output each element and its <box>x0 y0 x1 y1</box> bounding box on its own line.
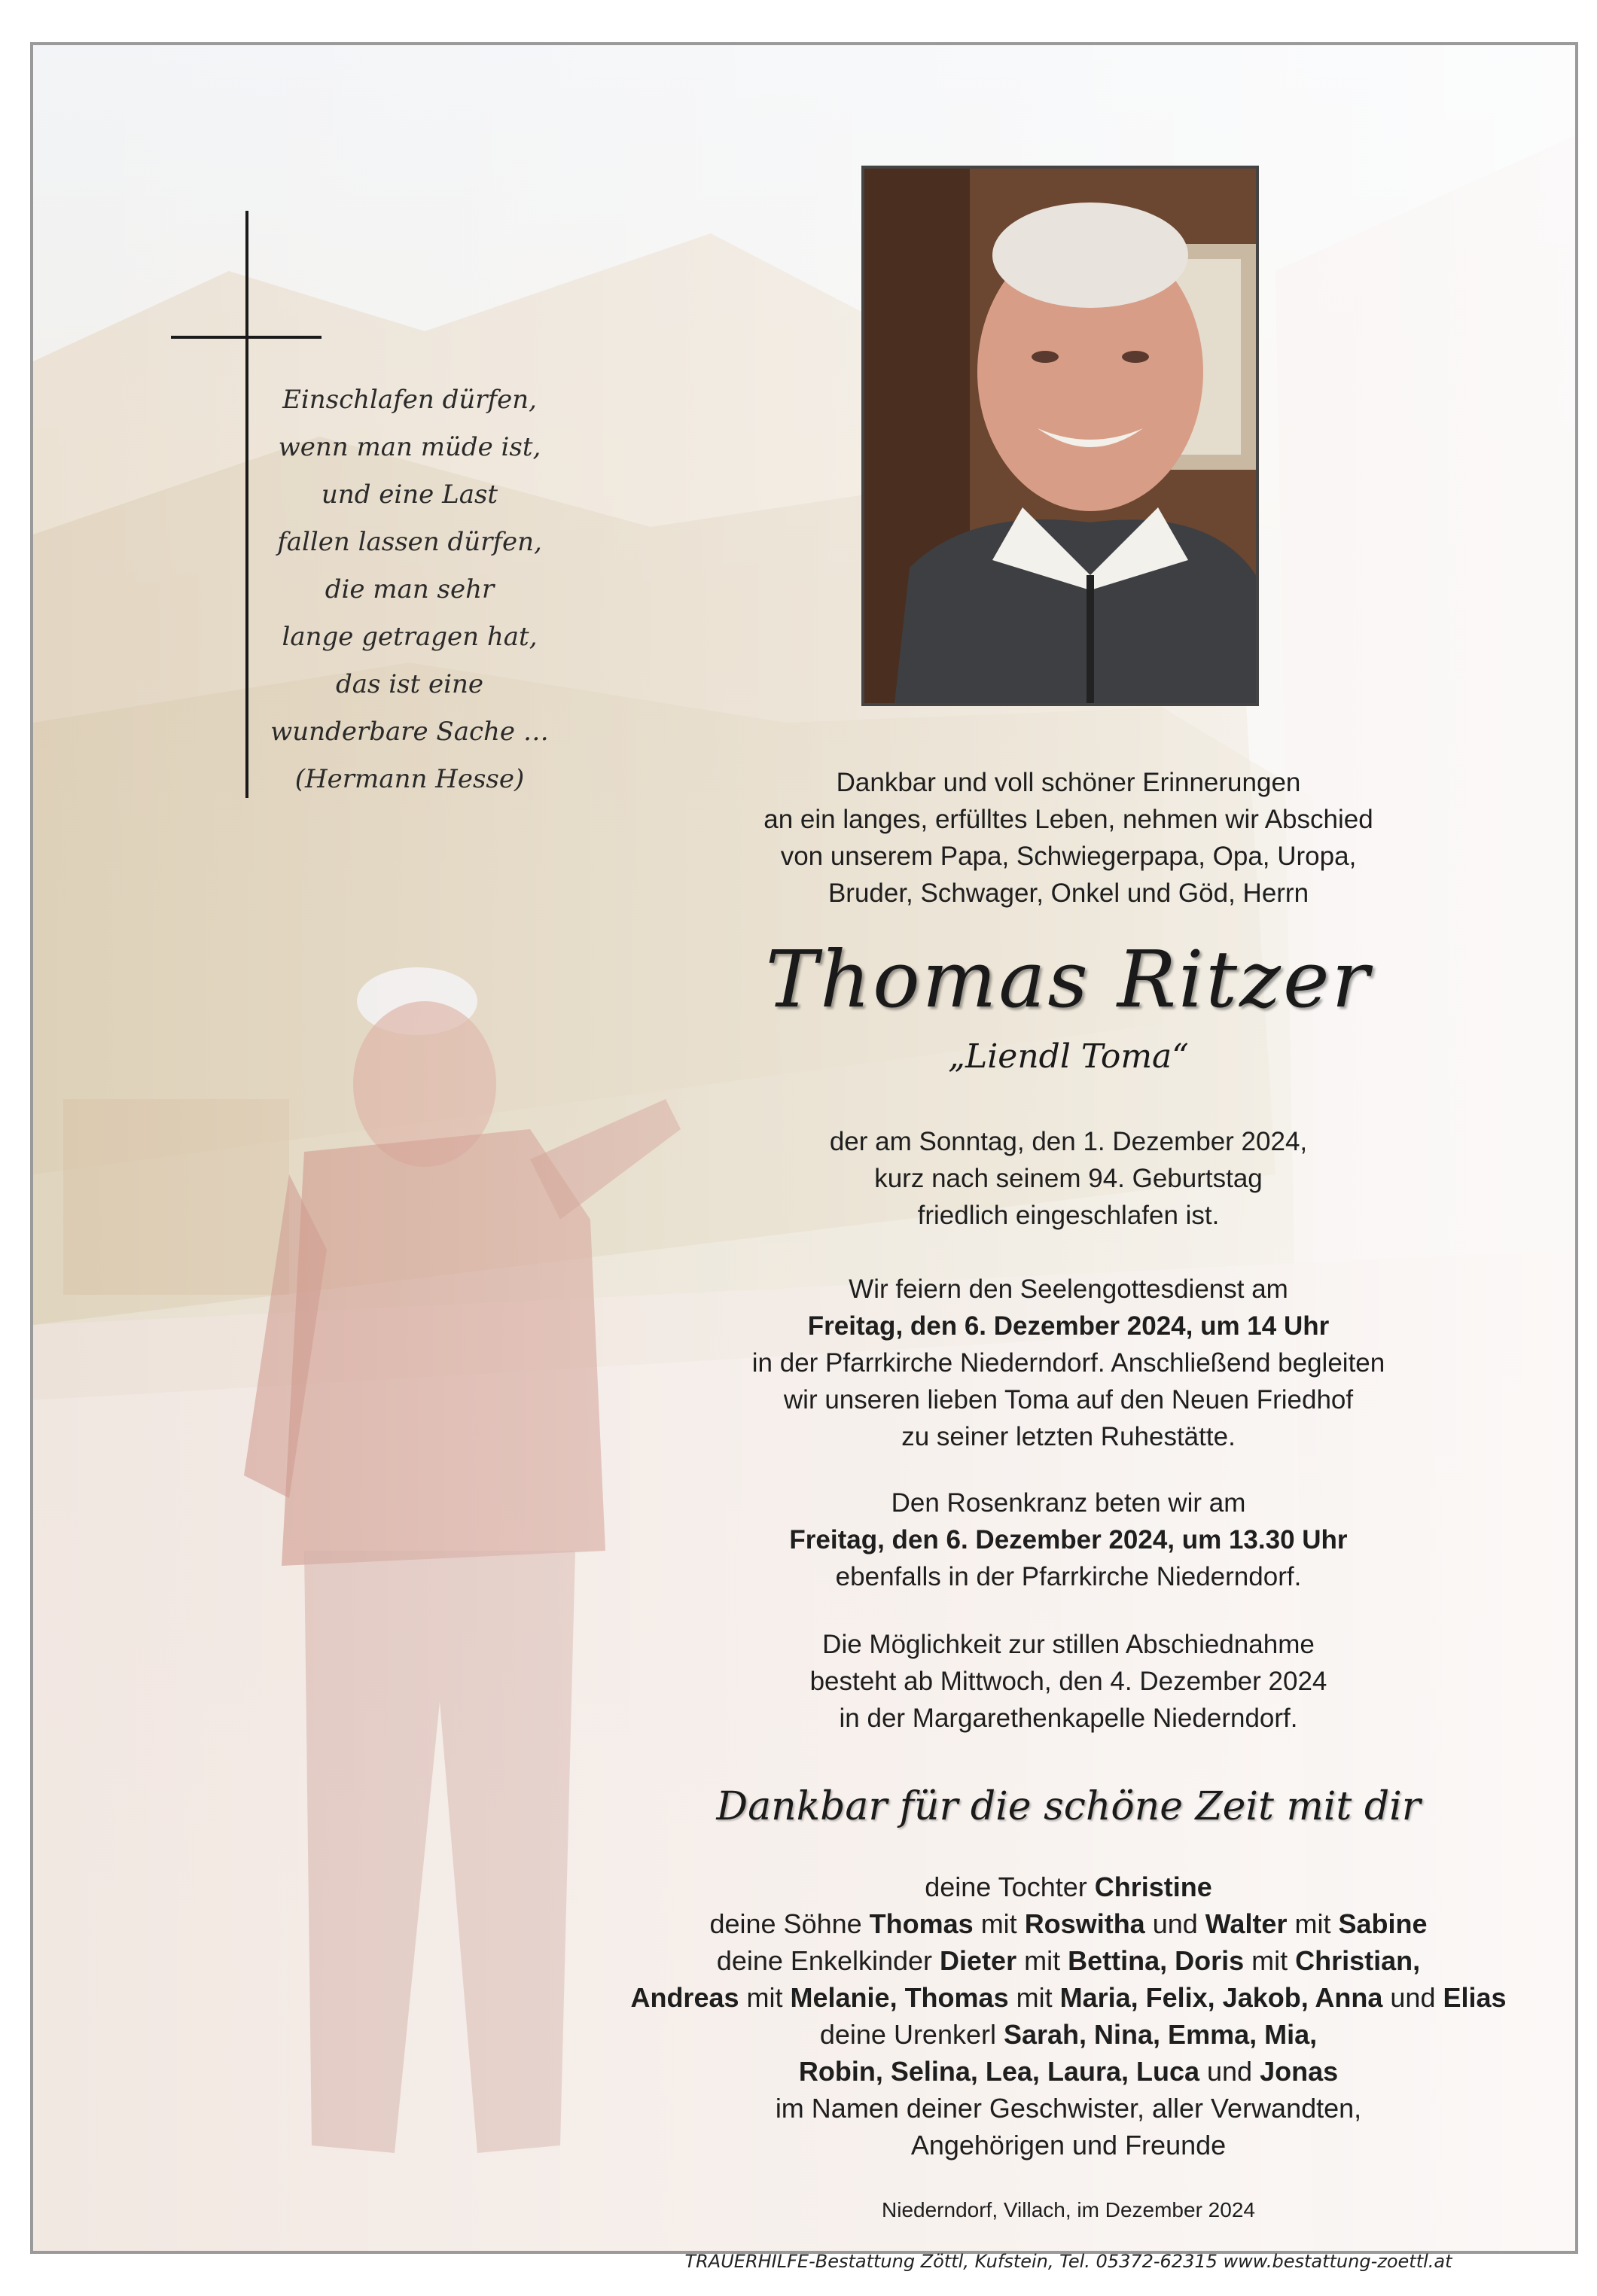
rosary-text <box>560 1484 1577 1595</box>
viewing-line: besteht ab Mittwoch, den 4. Dezember 2024 <box>809 1667 1327 1696</box>
family-row-sons: deine Söhne Thomas mit Roswitha und Walter mit Sabine <box>709 1908 1428 1939</box>
mass-line: in der Pfarrkirche Niederndorf. Anschließend begleiten <box>751 1348 1385 1378</box>
family-row-great-grandchildren: deine Urenkerl Sarah, Nina, Emma, Mia, <box>819 2019 1318 2050</box>
intro-line: Bruder, Schwager, Onkel und Göd, Herrn <box>827 879 1309 908</box>
intro-line: Dankbar und voll schöner Erinnerungen <box>836 768 1301 797</box>
obituary-card <box>30 42 1578 2272</box>
family-list <box>560 1868 1577 2164</box>
rosary-line: ebenfalls in der Pfarrkirche Niederndorf. <box>835 1562 1302 1591</box>
rosary-line: Den Rosenkranz beten wir am <box>891 1488 1246 1518</box>
family-row-grandchildren: deine Enkelkinder Dieter mit Bettina, Doris mit Christian, <box>716 1945 1421 1976</box>
death-text <box>560 1123 1577 1234</box>
cross-vertical <box>245 211 248 798</box>
poem-line: wenn man müde ist, <box>278 432 541 462</box>
family-row-friends: Angehörigen und Freunde <box>910 2130 1227 2160</box>
poem-line: fallen lassen dürfen, <box>277 527 542 557</box>
death-line: kurz nach seinem 94. Geburtstag <box>874 1164 1263 1193</box>
poem-line: und eine Last <box>321 480 498 510</box>
funeral-home-footer: TRAUERHILFE-Bestattung Zöttl, Kufstein, Tel. 05372-62315 www.bestattung-zoettl.at <box>684 2251 1452 2272</box>
intro-text <box>560 764 1577 912</box>
portrait-photo <box>861 166 1259 706</box>
intro-line: von unserem Papa, Schwiegerpapa, Opa, Uropa, <box>780 842 1357 871</box>
mass-text <box>560 1271 1577 1455</box>
thanks-heading: Dankbar für die schöne Zeit mit dir <box>716 1784 1421 1829</box>
poem-line: Einschlafen dürfen, <box>282 385 537 415</box>
mass-date: Freitag, den 6. Dezember 2024, um 14 Uhr <box>807 1311 1330 1341</box>
family-row-grandchildren-2: Andreas mit Melanie, Thomas mit Maria, Felix, Jakob, Anna und Elias <box>630 1982 1507 2013</box>
poem-line: lange getragen hat, <box>282 622 538 652</box>
intro-line: an ein langes, erfülltes Leben, nehmen wir Abschied <box>763 805 1373 834</box>
family-row-daughter: deine Tochter Christine <box>925 1871 1212 1902</box>
viewing-line: Die Möglichkeit zur stillen Abschiednahme <box>822 1630 1315 1659</box>
poem-line: die man sehr <box>325 574 495 604</box>
poem-line: wunderbare Sache … <box>270 717 549 747</box>
mass-line: Wir feiern den Seelengottesdienst am <box>849 1274 1288 1304</box>
family-row-great-grandchildren-2: Robin, Selina, Lea, Laura, Luca und Jonas <box>798 2056 1339 2087</box>
portrait-illustration <box>864 169 1256 703</box>
poem-author: (Hermann Hesse) <box>294 764 525 794</box>
poem <box>251 376 568 803</box>
deceased-name: Thomas Ritzer <box>765 933 1372 1025</box>
nickname: „Liendl Toma“ <box>948 1037 1189 1076</box>
mass-line: wir unseren lieben Toma auf den Neuen Friedhof <box>783 1385 1354 1414</box>
death-line: friedlich eingeschlafen ist. <box>917 1201 1220 1230</box>
cross-horizontal <box>171 336 322 339</box>
mass-line: zu seiner letzten Ruhestätte. <box>901 1422 1236 1451</box>
rosary-date: Freitag, den 6. Dezember 2024, um 13.30 Uhr <box>789 1525 1348 1555</box>
place-date: Niederndorf, Villach, im Dezember 2024 <box>882 2198 1255 2221</box>
death-line: der am Sonntag, den 1. Dezember 2024, <box>829 1127 1308 1156</box>
family-row-relatives: im Namen deiner Geschwister, aller Verwandten, <box>775 2093 1362 2124</box>
poem-line: das ist eine <box>335 669 484 699</box>
viewing-text <box>560 1626 1577 1737</box>
viewing-line: in der Margarethenkapelle Niederndorf. <box>839 1704 1298 1733</box>
